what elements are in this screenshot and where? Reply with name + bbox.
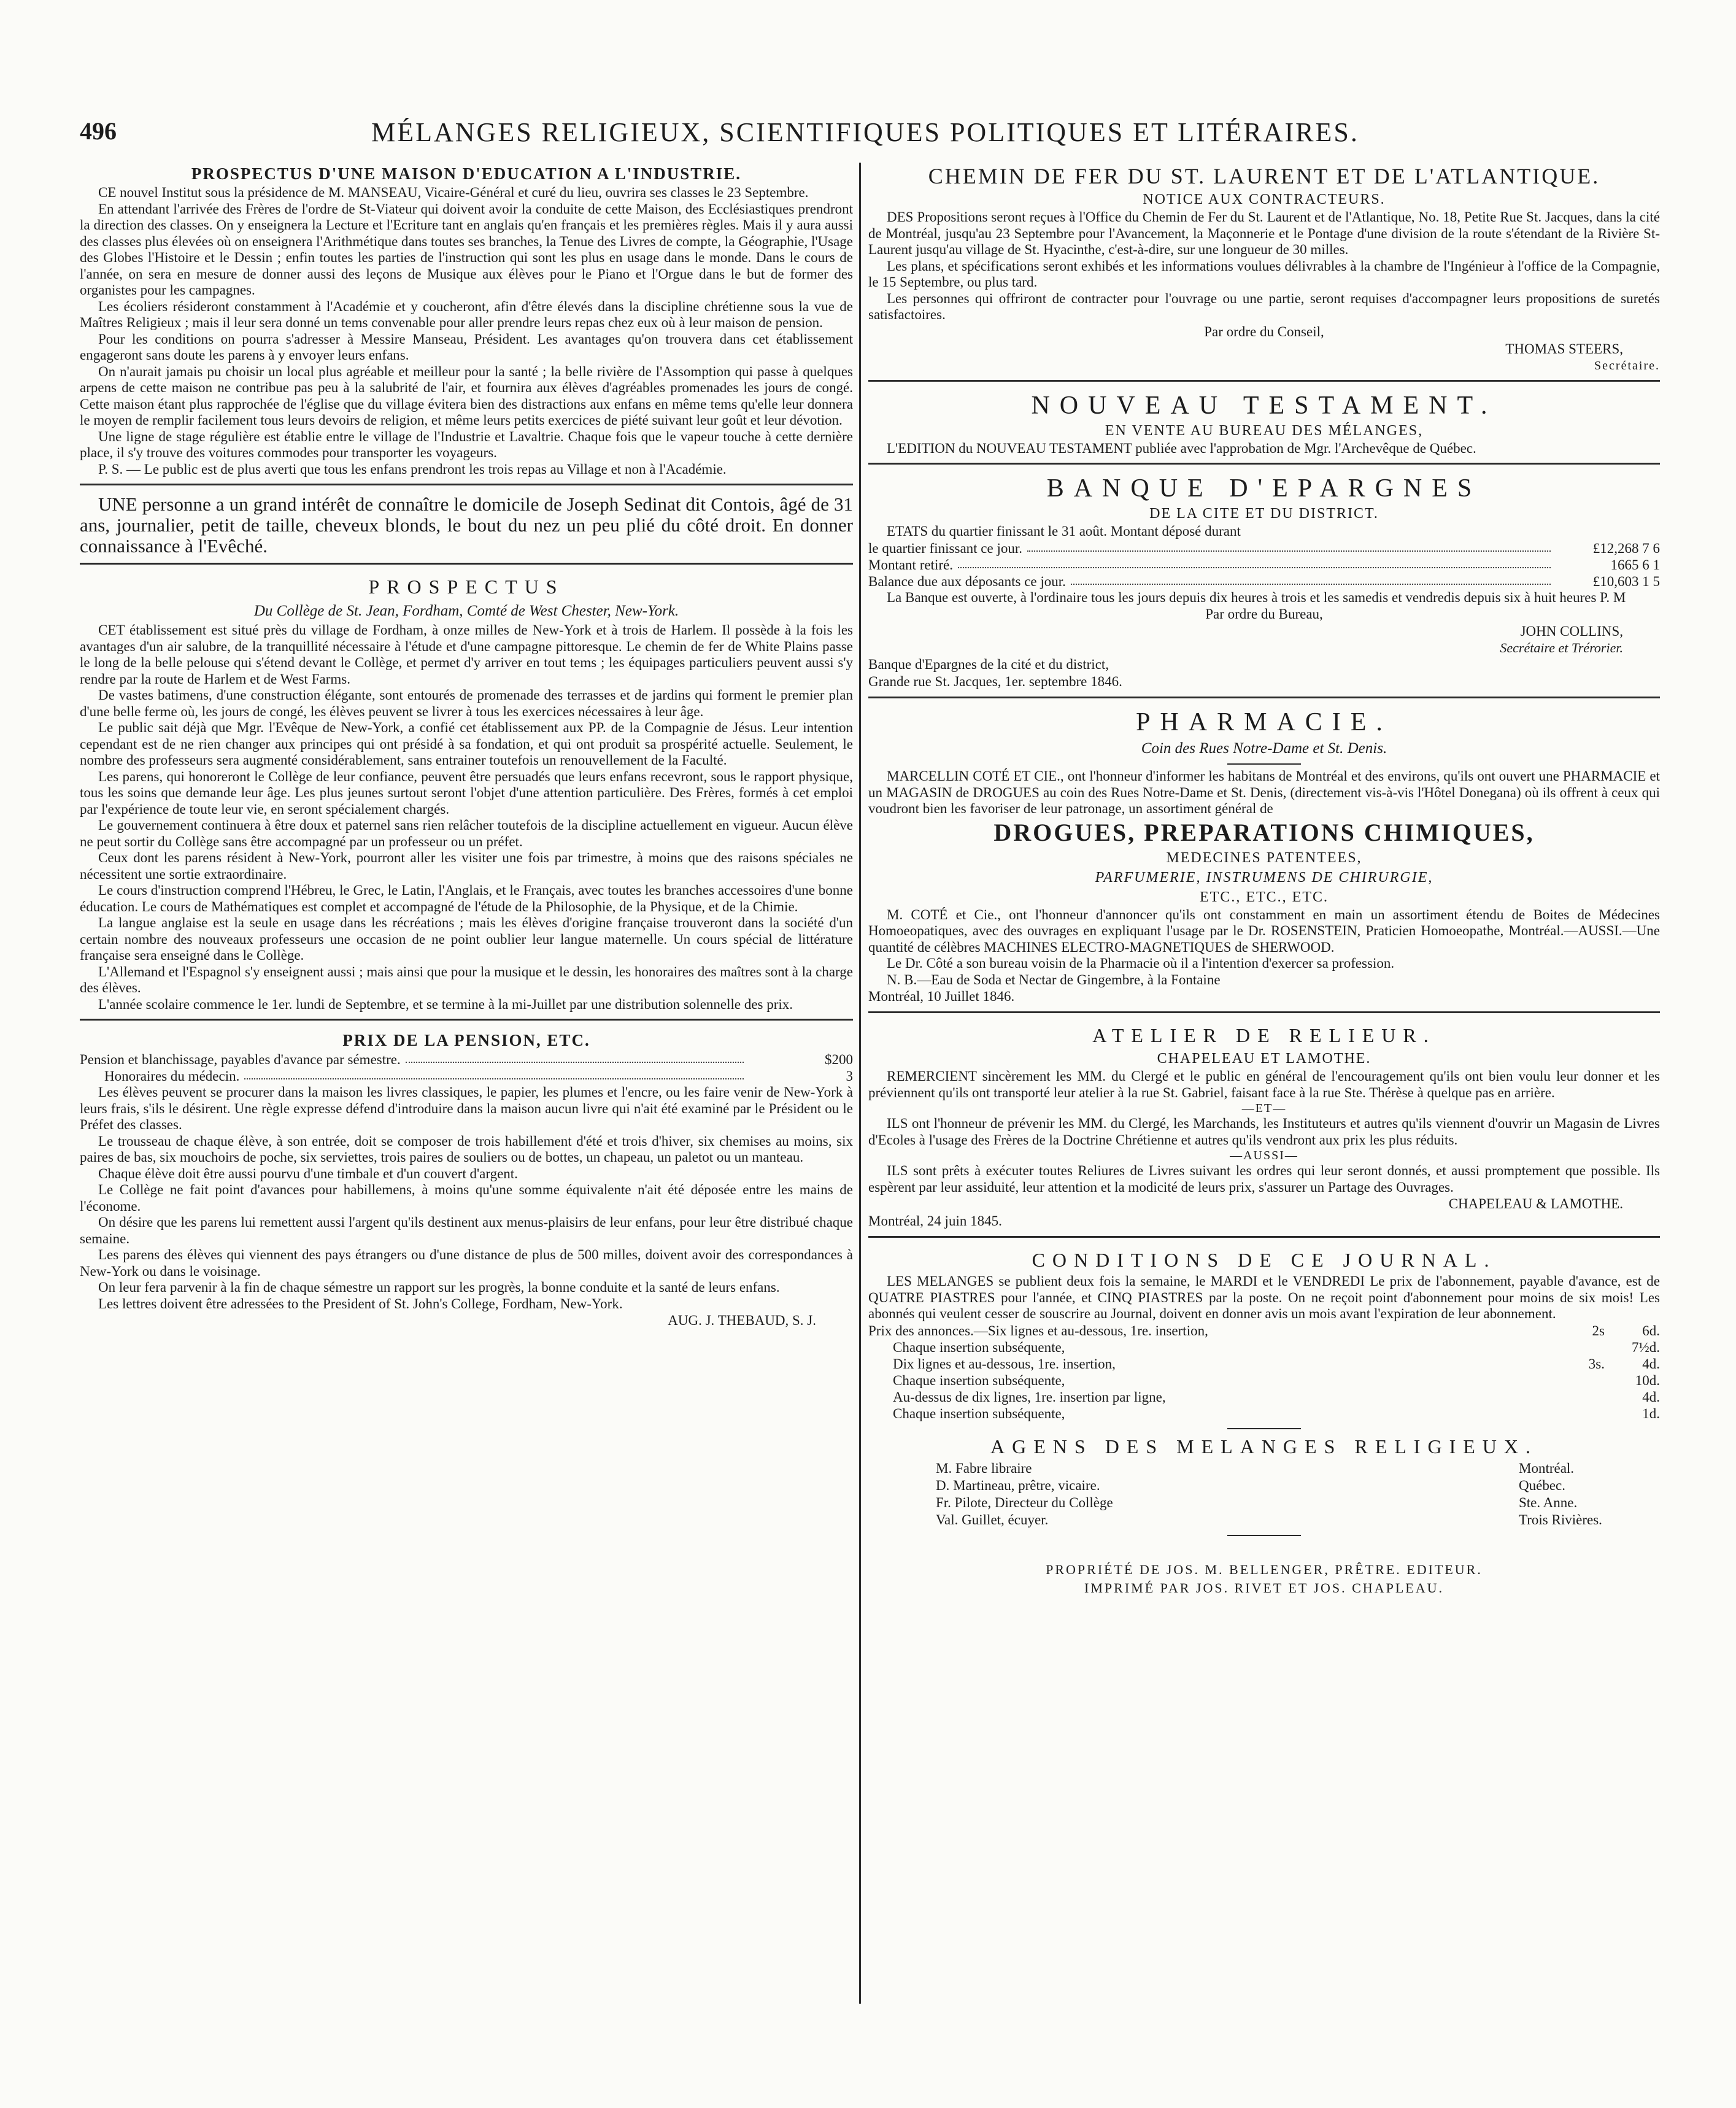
running-title: MÉLANGES RELIGIEUX, SCIENTIFIQUES POLITIQUES ET LITÉRAIRES.: [371, 117, 1359, 147]
leader-dots: [1027, 540, 1551, 552]
page-number: 496: [80, 117, 117, 145]
price-shillings: [1549, 1389, 1605, 1405]
place-line: Banque d'Epargnes de la cité et du district,: [868, 657, 1109, 672]
pension-title: PRIX DE LA PENSION, ETC.: [342, 1031, 590, 1049]
agens-section: [868, 1433, 1660, 1529]
agent-row: [868, 1494, 1660, 1512]
price-row: [868, 1356, 1660, 1372]
leader-dots: [244, 1068, 744, 1079]
chemin-de-fer: [868, 163, 1660, 374]
paragraph: Chaque élève doit être aussi pourvu d'une timbale et d'un couvert d'argent.: [98, 1165, 518, 1181]
paragraph: CE nouvel Institut sous la présidence de M. MANSEAU, Vicaire-Général et curé du lieu, ouvrira ses classes le 23 Septembre.: [98, 185, 809, 200]
paragraph: M. COTÉ et Cie., ont l'honneur d'annoncer qu'ils ont constamment en main un assortiment étendu de Boites de Médecines Homoeopatiques, avec des ouvrages en expliquant l'usage par le Dr. ROSENSTEIN, Praticien Homoeopathe, Montréal.—AUSSI.—Une quantité de célèbres MACHINES ELECTRO-MAGNETIQUES de SHERWOOD.: [868, 906, 1660, 955]
leader-dots: [406, 1051, 744, 1063]
pension-row-label: Honoraires du médecin.: [104, 1068, 240, 1084]
separator: —ET—: [1241, 1102, 1287, 1115]
banque-row-label: Montant retiré.: [868, 557, 953, 573]
banque-row: [868, 540, 1660, 557]
banque-row-label: Balance due aux déposants ce jour.: [868, 573, 1066, 589]
price-shillings: [1549, 1372, 1605, 1389]
nouveau-testament-subtitle: EN VENTE AU BUREAU DES MÉLANGES,: [1105, 422, 1424, 439]
price-pence: 1d.: [1642, 1405, 1660, 1421]
nouveau-testament: [868, 390, 1660, 457]
paragraph: Pour les conditions on pourra s'adresser à Messire Manseau, Président. Les avantages qu'on trouvera dans cet établissement engageront sans doute les parens à y envoyer leurs enfans.: [80, 331, 853, 363]
paragraph: L'Allemand et l'Espagnol s'y enseignent aussi ; mais ainsi que pour la musique et le dessin, les honoraires des maîtres sont à la charge des élèves.: [80, 963, 853, 995]
prospectus-industrie-title: PROSPECTUS D'UNE MAISON D'EDUCATION A L'INDUSTRIE.: [191, 164, 742, 183]
paragraph: Le gouvernement continuera à être doux et paternel sans rien relâcher toutefois de la discipline actuellement en vigueur. Aucun élève ne peut sortir du Collège sans être accompagné par un professeur ou un préfet.: [80, 817, 853, 849]
agent-place: Ste. Anne.: [1519, 1494, 1578, 1510]
paragraph: Les plans, et spécifications seront exhibés et les informations voulues délivrables à la chambre de l'Ingénieur à l'office de la Compagnie, le 15 Septembre, ou plus tard.: [868, 258, 1660, 290]
banque-title: BANQUE D'EPARGNES: [1046, 474, 1482, 503]
price-label: Dix lignes et au-dessous, 1re. insertion,: [893, 1356, 1116, 1372]
section-rule: [868, 463, 1660, 465]
prospectus-college-title: PROSPECTUS: [368, 576, 565, 598]
drogues-heading: DROGUES, PREPARATIONS CHIMIQUES,: [993, 818, 1535, 846]
notice-joseph-sedinat: UNE personne a un grand intérêt de connaître le domicile de Joseph Sedinat dit Contois, âgé de 31 ans, journalier, petit de taille, cheveux blonds, le bout du nez un peu plié du côté droit. En donner connaissance à l'Evêché.: [80, 493, 853, 557]
price-label: Au-dessus de dix lignes, 1re. insertion par ligne,: [893, 1389, 1166, 1405]
paragraph: LES MELANGES se publient deux fois la semaine, le MARDI et le VENDREDI Le prix de l'abonnement, payable d'avance, est de QUATRE PIASTRES pour l'année, et CINQ PIASTRES par la poste. On ne reçoit point d'abonnement pour moins de six mois! Les abonnés qui veulent cesser de souscrire au Journal, doivent en donner avis un mois avant l'expiration de leur abonnement.: [868, 1273, 1660, 1321]
pension-signature: AUG. J. THEBAUD, S. J.: [668, 1313, 816, 1328]
avis-joseph: [80, 494, 853, 557]
price-label: Chaque insertion subséquente,: [893, 1339, 1065, 1355]
price-pence: 6d.: [1642, 1322, 1660, 1338]
banque-row: [868, 573, 1660, 590]
atelier-subtitle: CHAPELEAU ET LAMOTHE.: [1157, 1051, 1371, 1067]
price-row: [868, 1339, 1660, 1356]
paragraph: L'année scolaire commence le 1er. lundi de Septembre, et se termine à la mi-Juillet par une distribution solennelle des prix.: [98, 996, 793, 1012]
right-column: [868, 163, 1660, 1973]
paragraph: La Banque est ouverte, à l'ordinaire tous les jours depuis dix heures à trois et les samedis et vendredis depuis six à huit heures P. M: [887, 589, 1626, 605]
pharmacie-subtitle: Coin des Rues Notre-Dame et St. Denis.: [1141, 740, 1387, 757]
price-row: [868, 1389, 1660, 1405]
pension-row-amount: 3: [846, 1068, 853, 1084]
column-divider: [859, 163, 861, 2004]
paragraph: ILS sont prêts à exécuter toutes Reliures de Livres suivant les ordres qui leur seront donnés, et aussi promptement que possible. Ils espèrent par leur assiduité, leur attention et la modicité de leurs prix, s'assurer un Partage des Ouvrages.: [868, 1163, 1660, 1195]
banque-row-amount: 1665 6 1: [1610, 557, 1660, 573]
banque-row-amount: £10,603 1 5: [1592, 573, 1660, 589]
etc-line: ETC., ETC., ETC.: [1200, 889, 1329, 905]
banque-subtitle: DE LA CITE ET DU DISTRICT.: [1149, 506, 1379, 522]
paragraph: MARCELLIN COTÉ ET CIE., ont l'honneur d'informer les habitans de Montréal et des environs, qu'ils ont ouvert une PHARMACIE et un MAGASIN de DROGUES au coin des Rues Notre-Dame et St. Denis, (directement vis-à-vis l'Hôtel Donegana) où ils offrent à ceux qui voudront bien les favoriser de leur patronage, un assortiment général de: [868, 768, 1660, 816]
section-rule: [868, 1011, 1660, 1013]
paragraph: La langue anglaise est la seule en usage dans les récréations ; mais les élèves d'origine française trouveront dans la société d'un certain nombre des nouveaux professeurs une occasion de ne point oublier leur langue maternelle. Un cours spécial de littérature française sera enseigné dans le Collège.: [80, 915, 853, 963]
conditions-title: CONDITIONS DE CE JOURNAL.: [1032, 1249, 1497, 1271]
paragraph: Les élèves peuvent se procurer dans la maison les livres classiques, le papier, les plumes et l'encre, ou les faire venir de New-York à leurs frais, s'ils le désirent. Une règle expresse défend d'introduire dans la maison aucun livre qui n'ait été examiné par le Président ou le Préfet des classes.: [80, 1084, 853, 1132]
price-row: [868, 1322, 1660, 1339]
banque-row-amount: £12,268 7 6: [1592, 540, 1660, 556]
agens-title: AGENS DES MELANGES RELIGIEUX.: [990, 1435, 1538, 1457]
paragraph: Ceux dont les parens résident à New-York, pourront aller les visiter une fois par trimestre, à moins que des raisons spéciales ne nécessitent une sortie extraordinaire.: [80, 850, 853, 882]
pharmacie-title: PHARMACIE.: [1136, 708, 1392, 736]
paragraph: On désire que les parens lui remettent aussi l'argent qu'ils destinent aux menus-plaisirs de leur enfans, pour leur être distribué chaque semaine.: [80, 1214, 853, 1246]
banque-epargnes: [868, 473, 1660, 690]
paragraph: Une ligne de stage régulière est établie entre le village de l'Industrie et Lavaltrie. Chaque fois que le vapeur touche à cette dernière place, il s'y trouve des voitures commodes pour transporter les voyageurs.: [80, 428, 853, 460]
section-rule: [868, 1236, 1660, 1238]
short-rule: [1227, 763, 1301, 765]
section-rule: [868, 380, 1660, 382]
banque-row: [868, 557, 1660, 573]
paragraph: Le trousseau de chaque élève, à son entrée, doit se composer de trois habillement d'été et trois d'hiver, six chemises au moins, six paires de bas, six mouchoirs de poche, six serviettes, trois paires de souliers ou de bottes, un chapeau, un paletot ou un manteau.: [80, 1133, 853, 1165]
agent-place: Trois Rivières.: [1519, 1512, 1602, 1527]
pharmacie: [868, 707, 1660, 1005]
chemin-de-fer-subtitle: NOTICE AUX CONTRACTEURS.: [1143, 191, 1386, 207]
pension-row: [80, 1068, 853, 1084]
date-line: Montréal, 10 Juillet 1846.: [868, 989, 1015, 1004]
section-rule: [80, 1019, 853, 1021]
paragraph: Les parens des élèves qui viennent des pays étrangers ou d'une distance de plus de 500 milles, doivent avoir des correspondances à New-York ou dans le voisinage.: [80, 1247, 853, 1279]
paragraph: Le public sait déjà que Mgr. l'Evêque de New-York, a confié cet établissement aux PP. de la Compagnie de Jésus. Leur intention cependant est de ne rien changer aux principes qui ont présidé à sa fondation, et qui ont produit sa prospérité actuelle. Seulement, le nombre des professeurs sera augmenté considérablement, sans entrainer toutefois un renouvellement de la Faculté.: [80, 720, 853, 768]
prospectus-college-subtitle: Du Collège de St. Jean, Fordham, Comté de West Chester, New-York.: [253, 603, 679, 619]
section-rule: [868, 697, 1660, 698]
agent-name: M. Fabre libraire: [936, 1460, 1032, 1476]
price-shillings: [1549, 1339, 1605, 1356]
agent-place: Montréal.: [1519, 1460, 1575, 1476]
price-pence: 7½d.: [1632, 1339, 1660, 1355]
prospectus-industrie: [80, 163, 853, 477]
paragraph: Le Dr. Côté a son bureau voisin de la Pharmacie où il a l'intention d'exercer sa profession.: [887, 956, 1395, 971]
paragraph: Le cours d'instruction comprend l'Hébreu, le Grec, le Latin, l'Anglais, et le Français, avec toutes les branches accessoires d'une bonne éducation. Le cours de Mathématiques est complet et accompagné de l'étude de la Philosophie, de la Physique, et de la Chimie.: [80, 882, 853, 914]
paragraph: De vastes batimens, d'une construction élégante, sont entourés de promenade des terrasses et de jardins qui forment le premier plan d'une belle ferme où, les jours de congé, les élèves peuvent se livrer à tous les exercices nécessaires à leur âge.: [80, 687, 853, 719]
pension-section: [80, 1029, 853, 1329]
separator: —AUSSI—: [1230, 1149, 1298, 1162]
signature: JOHN COLLINS,: [1520, 624, 1623, 639]
leader-dots: [958, 557, 1551, 568]
section-rule: [80, 563, 853, 565]
paragraph: Les parens, qui honoreront le Collège de leur confiance, peuvent être persuadés que leurs enfans recevront, sous le rapport physique, tous les soins que demande leur âge. Les plus jeunes surtout seront l'objet d'une attention particulière. Des Frères, formés à cet emploi par l'expérience de toute leur vie, en seront spécialement chargés.: [80, 768, 853, 817]
leader-dots: [1071, 573, 1551, 585]
agent-name: D. Martineau, prêtre, vicaire.: [936, 1477, 1100, 1493]
short-rule: [1227, 1535, 1301, 1536]
atelier-relieur: [868, 1022, 1660, 1230]
imprint-line: PROPRIÉTÉ DE JOS. M. BELLENGER, PRÊTRE. EDITEUR.: [1046, 1561, 1483, 1577]
price-shillings: 2s: [1592, 1322, 1605, 1338]
atelier-title: ATELIER DE RELIEUR.: [1092, 1024, 1436, 1046]
agent-place: Québec.: [1519, 1477, 1565, 1493]
pension-row-amount: $200: [825, 1052, 853, 1067]
price-shillings: [1549, 1405, 1605, 1422]
paragraph: REMERCIENT sincèrement les MM. du Clergé et le public en général de l'encouragement qu'ils ont bien voulu leur donner et les préviennent qu'ils ont transporté leur atelier à la rue St. Gabriel, faisant face à la rue Ste. Thérèse à quelque pas en arrière.: [868, 1068, 1660, 1100]
price-label: Chaque insertion subséquente,: [893, 1372, 1065, 1388]
price-label: Prix des annonces.—Six lignes et au-dessous, 1re. insertion,: [868, 1322, 1208, 1338]
pension-row: [80, 1051, 853, 1068]
signature-title: Secrétaire et Trérorier.: [1500, 640, 1623, 655]
signature-title: Secrétaire.: [1594, 358, 1660, 373]
conditions-journal: [868, 1246, 1660, 1422]
imprint: [868, 1561, 1660, 1597]
signature: CHAPELEAU & LAMOTHE.: [1448, 1196, 1623, 1211]
price-row: [868, 1405, 1660, 1422]
paragraph: P. S. — Le public est de plus averti que tous les enfans prendront les trois repas au Village et non à l'Académie.: [98, 461, 727, 477]
paragraph: Les personnes qui offriront de contracter pour l'ouvrage ou une partie, seront requises d'accompagner leurs propositions de suretés satisfactoires.: [868, 290, 1660, 322]
price-label: Chaque insertion subséquente,: [893, 1405, 1065, 1421]
agent-name: Val. Guillet, écuyer.: [936, 1512, 1049, 1527]
paragraph: ETATS du quartier finissant le 31 août. Montant déposé durant: [887, 523, 1241, 539]
pension-row-label: Pension et blanchissage, payables d'avance par sémestre.: [80, 1052, 401, 1067]
price-pence: 4d.: [1642, 1356, 1660, 1372]
agent-row: [868, 1477, 1660, 1494]
price-shillings: 3s.: [1588, 1356, 1605, 1372]
paragraph: CET établissement est situé près du village de Fordham, à onze milles de New-York et à trois de Harlem. Il possède à la fois les avantages d'un air salubre, de la tranquillité nécessaire à l'étude et d'une campagne pittoresque. Le chemin de fer de White Plains passe le long de la belle pelouse qui s'étend devant le Collège, et permet d'y arriver en tout tems ; les équipages particuliers peuvent aussi s'y rendre par la route de Harlem et de West Farms.: [80, 622, 853, 687]
banque-row-label: le quartier finissant ce jour.: [868, 540, 1023, 556]
paragraph: ILS ont l'honneur de prévenir les MM. du Clergé, les Marchands, les Instituteurs et autres qu'ils viennent d'ouvrir un Magasin de Livres d'Ecoles à l'usage des Frères de la Doctrine Chrétienne et autres qu'ils vendront aux prix les plus réduits.: [868, 1116, 1660, 1148]
parfumerie-line: PARFUMERIE, INSTRUMENS DE CHIRURGIE,: [1095, 869, 1433, 886]
place-line: Grande rue St. Jacques, 1er. septembre 1846.: [868, 674, 1122, 689]
page-header: [80, 110, 1651, 153]
agent-row: [868, 1460, 1660, 1477]
chemin-de-fer-title: CHEMIN DE FER DU ST. LAURENT ET DE L'ATLANTIQUE.: [928, 164, 1600, 188]
section-rule: [80, 484, 853, 485]
paragraph: On n'aurait jamais pu choisir un local plus agréable et meilleur pour la santé ; la belle rivière de l'Assomption qui passe à quelques arpens de cette maison ne contribue pas peu à la salubrité de l'air, et fournira aux élèves d'agréables promenades les jours de congé. Cette maison étant plus rapprochée de l'église que du village évitera bien des distractions aux enfans en même tems qu'elle leur donnera le moyen de remplir facilement tous leurs devoirs de religion, et même leurs petits exercices de piété suivant leur goût et leur dévotion.: [80, 363, 853, 428]
paragraph: En attendant l'arrivée des Frères de l'ordre de St-Viateur qui doivent avoir la conduite de cette Maison, des Ecclésiastiques prendront la direction des classes. On y enseignera la Lecture et l'Ecriture tant en anglais qu'en français et les premières règles. Mais il y aura aussi des classes plus élevées où on enseignera l'Arithmétique dans toutes ses branches, la Tenue des Livres de compte, la Géographie, l'Usage des Globes l'Histoire et le Dessin ; enfin toutes les parties de l'instruction qui sont les plus en usage dans le monde. Dans le cours de l'année, on sera en mesure de donner aussi des leçons de Musique aux élèves pour le Piano et l'Orgue dans le but de former des organistes pour les campagnes.: [80, 201, 853, 298]
paragraph: On leur fera parvenir à la fin de chaque sémestre un rapport sur les progrès, la bonne conduite et la santé de leurs enfans.: [98, 1280, 780, 1295]
short-rule: [1227, 1428, 1301, 1429]
date-line: Montréal, 24 juin 1845.: [868, 1213, 1002, 1229]
prospectus-college: [80, 573, 853, 1013]
signature: THOMAS STEERS,: [1505, 341, 1623, 357]
agent-name: Fr. Pilote, Directeur du Collège: [936, 1494, 1113, 1510]
price-row: [868, 1372, 1660, 1389]
agent-row: [868, 1512, 1660, 1529]
paragraph: N. B.—Eau de Soda et Nectar de Gingembre, à la Fontaine: [887, 971, 1221, 987]
nouveau-testament-title: NOUVEAU TESTAMENT.: [1031, 391, 1497, 420]
paragraph: Les lettres doivent être adressées to the President of St. John's College, Fordham, New-York.: [98, 1295, 623, 1311]
paragraph: Le Collège ne fait point d'avances pour habillemens, à moins qu'une somme équivalente n'ait été déposée entre les mains de l'économe.: [80, 1182, 853, 1214]
paragraph: DES Propositions seront reçues à l'Office du Chemin de Fer du St. Laurent et de l'Atlantique, No. 18, Petite Rue St. Jacques, dans la cité de Montréal, jusqu'au 23 Septembre pour l'Avancement, la Maçonnerie et le Pontage d'une division de la route s'étendant de la Rivière St- Laurent jusqu'au village de St. Hyacinthe, c'est-à-dire, sur une longueur de 30 milles.: [868, 209, 1660, 257]
left-column: [80, 163, 853, 2065]
price-pence: 10d.: [1635, 1372, 1660, 1388]
par-ordre: Par ordre du Bureau,: [1205, 606, 1323, 622]
paragraph: Les écoliers résideront constamment à l'Académie et y coucheront, afin d'être élevés dans la discipline chrétienne sous la vue de Maîtres Religieux ; mais il leur sera donné un tems convenable pour aller prendre leurs repas chez eux où à leur maison de pension.: [80, 298, 853, 330]
par-ordre: Par ordre du Conseil,: [1204, 323, 1324, 339]
medecines-line: MEDECINES PATENTEES,: [1166, 849, 1362, 866]
paragraph: L'EDITION du NOUVEAU TESTAMENT publiée avec l'approbation de Mgr. l'Archevêque de Québec.: [887, 440, 1476, 456]
imprint-line: IMPRIMÉ PAR JOS. RIVET ET JOS. CHAPLEAU.: [1084, 1580, 1444, 1596]
price-pence: 4d.: [1642, 1389, 1660, 1405]
